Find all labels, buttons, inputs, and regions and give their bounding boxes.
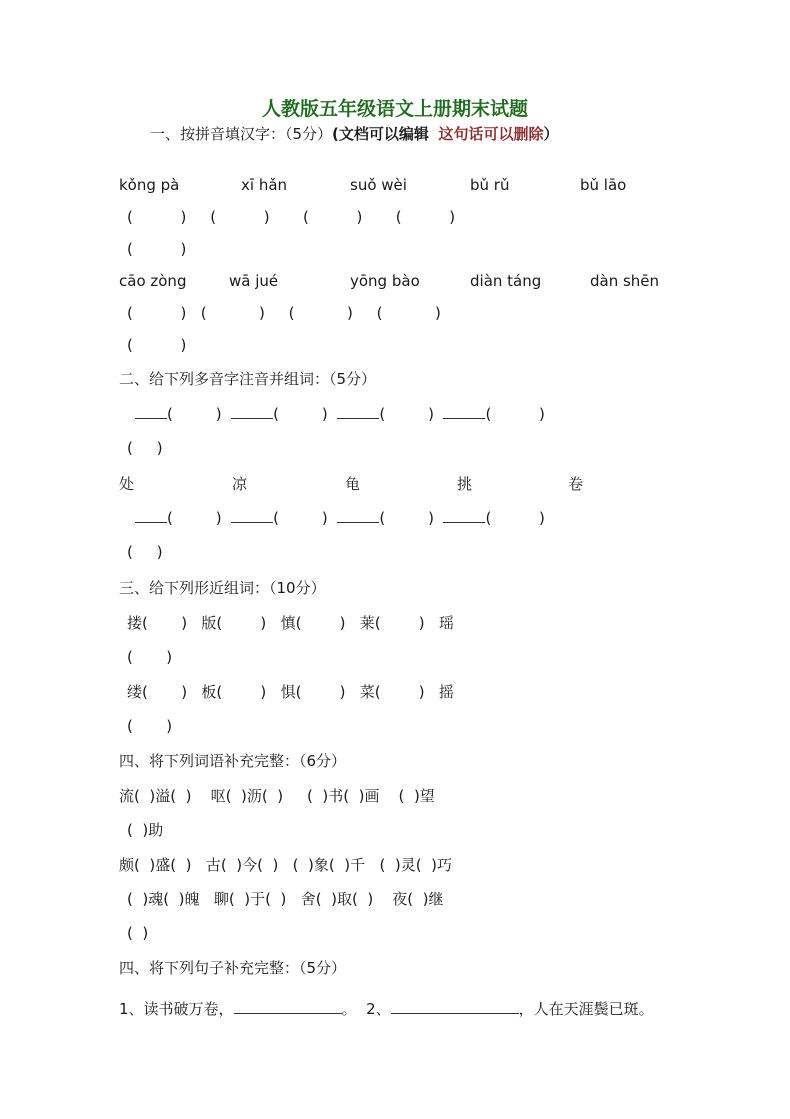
char-ju: 惧 [280,683,296,701]
char-yao2: 摇 [438,683,454,701]
char-lv: 缕 [127,683,143,701]
similar-row-2: 缕( ) 板( ) 惧( ) 菜( ) 摇 [127,683,454,701]
char-lai: 莱 [359,614,375,632]
section-1-heading [150,123,558,145]
idiom-char: 象 [313,856,329,874]
answer-blank: ( ) [127,439,163,457]
page-title: 人教版五年级语文上册期末试题 [261,98,528,120]
pinyin-danshen: dàn shēn [590,272,660,290]
editable-note: (文档可以编辑 [332,125,429,143]
idiom-char: 沥 [246,787,262,805]
pinyin-yongbao: yōng bào [350,272,420,290]
idiom-char: 颇 [119,856,135,874]
answer-blanks-row: ( ) ( ) ( ) ( ) [127,208,456,226]
idiom-char: 舍 [300,890,316,908]
idiom-row-1: 流( )溢( ) 呕( )沥( ) ( )书( )画 ( )望 [119,787,435,805]
idiom-char: 流 [119,787,135,805]
char-ban: 版 [201,614,217,632]
answer-blank: ( ) [127,717,173,735]
char-cai: 菜 [359,683,375,701]
polyphone-gui: 龟 [345,475,361,493]
polyphone-tiao: 挑 [457,475,473,493]
fill-blank-1 [234,998,342,1014]
polyphone-chu: 处 [119,475,135,493]
sentence-1-end: 。 [341,1000,357,1018]
idiom-char: 助 [148,821,164,839]
idiom-char: 夜 [392,890,408,908]
pinyin-caozong: cāo zòng [119,272,187,290]
answer-blank: ( ) [127,648,173,666]
answer-blank: ( ) [127,924,149,942]
pinyin-buru: bǔ rǔ [470,176,510,194]
similar-row-1: 搂( ) 版( ) 慎( ) 莱( ) 瑶 [127,614,454,632]
pinyin-blanks-row: ( ) ( ) ( ) ( ) [135,507,545,529]
sentence-line [119,998,654,1020]
idiom-char: 魄 [184,890,200,908]
char-shen: 慎 [280,614,296,632]
delete-note: 这句话可以删除 [438,125,544,143]
idiom-char: 盛 [155,856,171,874]
idiom-row-2: 颇( )盛( ) 古( )今( ) ( )象( )千 ( )灵( )巧 [119,856,453,874]
fill-blank-2 [391,998,519,1014]
pinyin-diantang: diàn táng [470,272,542,290]
pinyin-xihan: xī hǎn [241,176,288,194]
char-ban2: 板 [201,683,217,701]
section-5-heading: 四、将下列句子补充完整：（5分） [119,959,347,977]
sentence-1-prefix: 1、读书破万卷， [119,1000,234,1018]
idiom-char: 溢 [155,787,171,805]
idiom-row-3: ( )魂( )魄 聊( )于( ) 舍( )取( ) 夜( )继 [127,890,444,908]
section-3-heading: 三、给下列形近组词：（10分） [119,579,326,597]
sentence-2-prefix: 2、 [366,1000,391,1018]
pinyin-suowei: suǒ wèi [350,176,407,194]
note-close: ） [543,125,559,143]
idiom-char: 继 [428,890,444,908]
answer-blanks-row: ( ) ( ) ( ) ( ) [127,304,441,322]
pinyin-bulao: bǔ lāo [580,176,627,194]
polyphone-juan: 卷 [568,475,584,493]
answer-blank: ( ) [127,543,163,561]
answer-blank: ( ) [127,240,187,258]
section-1-title: 一、按拼音填汉字：（5分） [150,125,333,143]
idiom-char: 千 [350,856,366,874]
char-lou: 搂 [127,614,143,632]
idiom-char: 古 [205,856,221,874]
idiom-tail-1: ( )助 [127,821,164,839]
idiom-char: 巧 [437,856,453,874]
section-4-heading: 四、将下列词语补充完整：（6分） [119,752,347,770]
pinyin-wajue: wā jué [229,272,279,290]
idiom-char: 今 [242,856,258,874]
idiom-char: 画 [364,787,380,805]
idiom-char: 魂 [148,890,164,908]
polyphone-liang: 凉 [232,475,248,493]
pinyin-blanks-row: ( ) ( ) ( ) ( ) [135,403,545,425]
idiom-char: 灵 [400,856,416,874]
idiom-char: 于 [250,890,266,908]
idiom-char: 望 [419,787,435,805]
sentence-2-suffix: ，人在天涯鬓已斑。 [518,1000,654,1018]
char-yao: 瑶 [438,614,454,632]
pinyin-kongpa: kǒng pà [119,176,180,194]
idiom-char: 取 [336,890,352,908]
idiom-char: 书 [328,787,344,805]
section-2-heading: 二、给下列多音字注音并组词：（5分） [119,370,377,388]
idiom-char: 呕 [210,787,226,805]
idiom-char: 聊 [213,890,229,908]
answer-blank: ( ) [127,336,187,354]
